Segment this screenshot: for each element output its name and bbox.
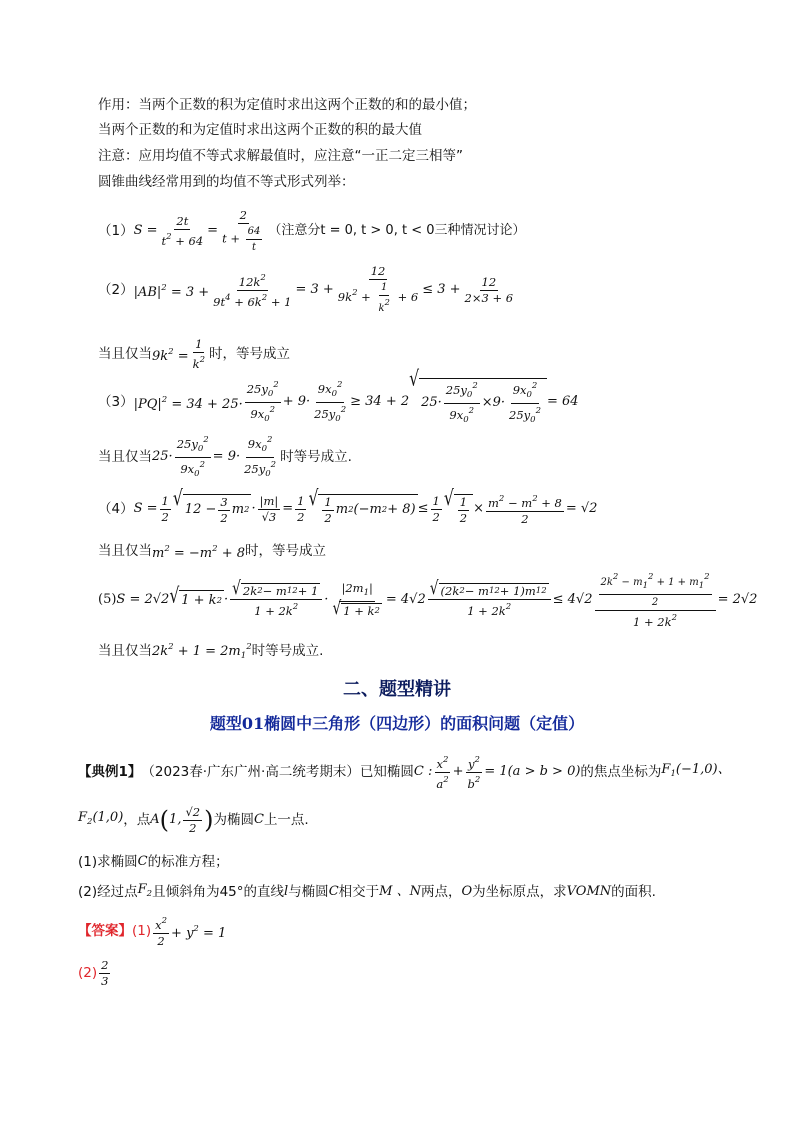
condition-2: 当且仅当 $9k^2$ = $\frac{1}{k^2}$ 时，等号成立 [98,336,290,371]
formula-1-note: （注意分t = 0, t > 0, t < 0三种情况讨论） [268,223,526,238]
topic-title: 题型01椭圆中三角形（四边形）的面积问题（定值） [209,714,585,733]
question-1: (1)求椭圆 C 的标准方程； [78,854,229,870]
formula-5: (5) S = 2√2 √ 1 + k 2 · √ 2k 2 − m 1 2 + 1 $1 + 2k^2$ · $|2m_1|$ √ 1 + k 2 = 4√2 √ (2k 2 − m 1 2 + 1)m 1 2 $1 + 2k^2$ ≤ 4√2 $\frac{\frac{2k^2 - m_1^2 + 1 + m_1^2}{2}}{1 + 2k^2}$ = 2√2 [98,572,758,629]
example-1-statement: 【典例1】 （2023春·广东广州·高二统考期末）已知椭圆 C : $\frac{x^2}{a^2}$ + $\frac{y^2}{b^2}$ = 1(a > b > 0) 的焦点坐标为 $F_1(-1,0)$、 [78,754,731,791]
condition-3: 当且仅当 25· $\frac{25y_0^2}{9x_0^2}$ = 9· $\frac{9x_0^2}{25y_0^2}$ 时等号成立. [98,434,352,479]
answer-1: 【答案】 (1) $\frac{x^2}{2}$ + $y^2 = 1$ [78,915,227,948]
example-1-statement-2: $F_2(1,0)$ ，点 A ( 1, $\frac{√2}{2}$ ) 为椭圆 C 上一点. [78,804,309,835]
formula-3: （3） $|PQ|^2 = 34 + 25\cdot$ $\frac{25y_0^2}{9x_0^2}$ + 9· $\frac{9x_0^2}{25y_0^2}$ ≥ 34 + 2 √ 25· $\frac{25y_0^2}{9x_0^2}$ ×9· $\frac{9x_0^2}{25y_0^2}$ = 64 [98,366,579,425]
answer-2: (2) $\frac{2}{3}$ [78,957,109,988]
formula-1: （1） S = $\frac{2t}{t^2 + 64}$ = 2 t + $\frac{64}{t}$ （注意分t = 0, t > 0, t < 0三种情况讨论） [98,207,526,253]
intro-line-4: 圆锥曲线经常用到的均值不等式形式列举： [98,174,355,190]
example-label: 【典例1】 [78,764,142,780]
intro-line-3: 注意：应用均值不等式求解最值时，应注意“一正二定三相等” [98,148,463,164]
formula-4: （4） S = $\frac{1}{2}$ √ 12 − $\frac{3}{2}$ m 2 · $\frac{|m|}{√3}$ = $\frac{1}{2}$ √ $\frac{1}{2}$ m 2 (−m 2 + 8) ≤ $\frac{1}{2}$ √ $\frac{1}{2}$ × $\frac{m^2 - m^2 + 8}{2}$ = √2 [98,485,598,526]
intro-line-1: 作用：当两个正数的积为定值时求出这两个正数的和的最小值； [98,97,476,113]
condition-4: 当且仅当 $m^2 = -m^2 + 8$ 时，等号成立 [98,543,326,561]
answer-label: 【答案】 [78,923,132,939]
formula-2: （2） $|AB|^2 = 3$ + $\frac{12k^2}{9t^4 + 6k^2 + 1}$ = 3 + 12 $9k^2$ + $\frac{1}{k^2}$ + 6 ≤ 3 + $\frac{12}{2\times 3 + 6}$ [98,264,514,314]
question-2: (2)经过点 $F_2$ 且倾斜角为45°的直线 l 与椭圆 C 相交于 M 、N 两点， O 为坐标原点，求 VOMN 的面积. [78,882,656,900]
intro-line-2: 当两个正数的和为定值时求出这两个正数的积的最大值 [98,122,422,138]
section-title: 二、题型精讲 [343,679,451,700]
condition-5: 当且仅当 $2k^2 + 1 = 2m_1^2$ 时等号成立. [98,641,324,661]
